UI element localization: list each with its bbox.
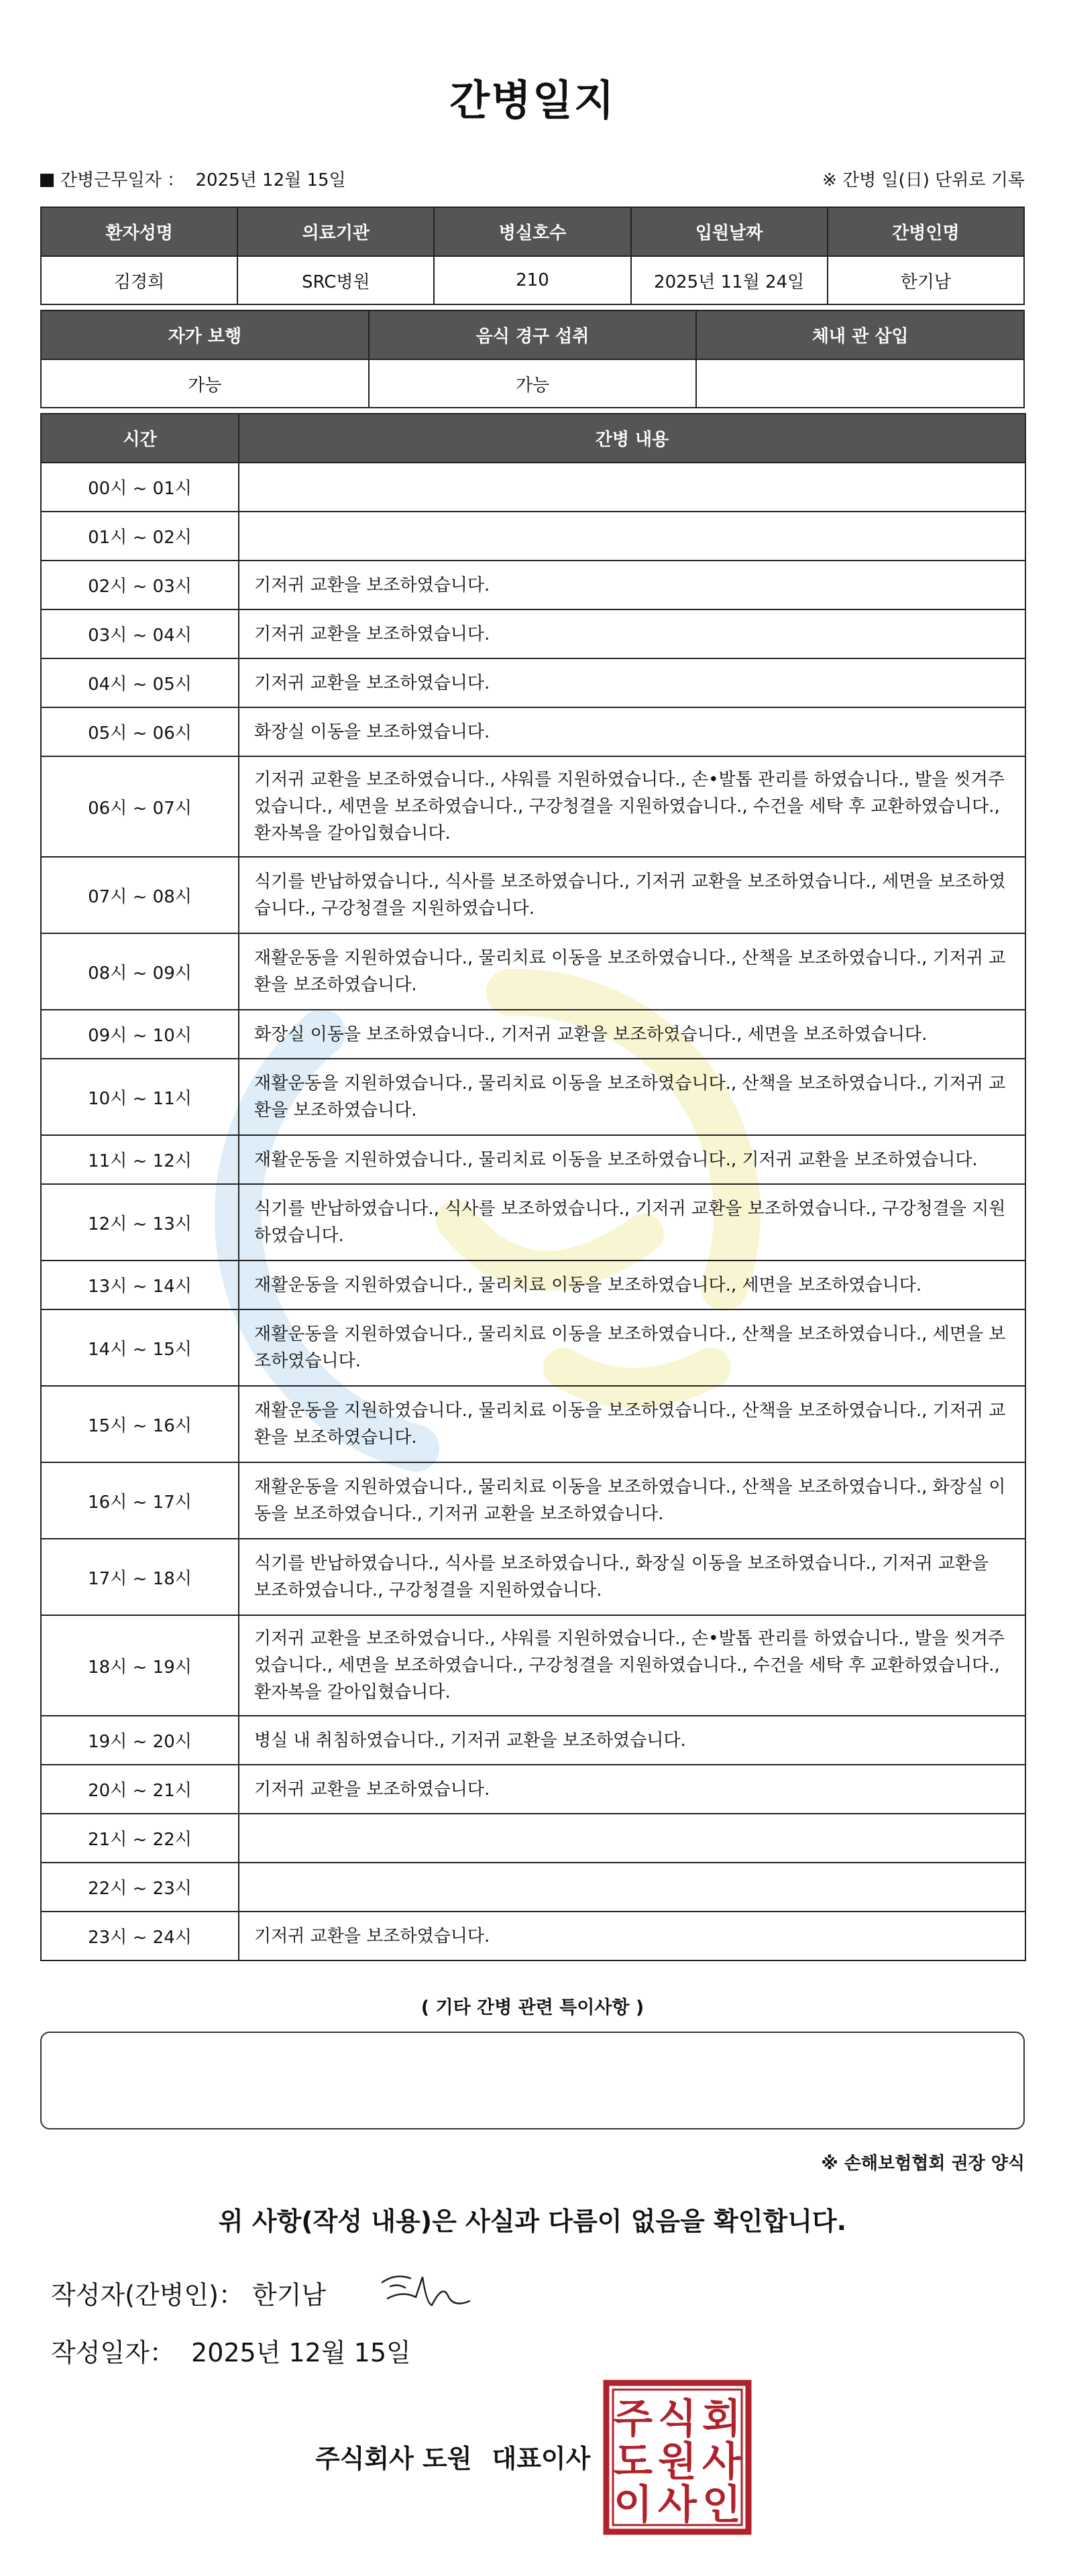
log-time-cell: 19시 ~ 20시 xyxy=(41,1716,239,1765)
representative-title: 대표이사 xyxy=(492,2444,591,2473)
patient-name: 김경희 xyxy=(41,256,237,304)
header-patient-name: 환자성명 xyxy=(41,207,237,256)
log-content-cell: 식기를 반납하였습니다., 식사를 보조하였습니다., 기저귀 교환을 보조하였습니다., 세면을 보조하였습니다., 구강청결을 지원하였습니다. xyxy=(239,857,1025,933)
log-time-cell: 04시 ~ 05시 xyxy=(41,658,239,707)
log-time-cell: 11시 ~ 12시 xyxy=(41,1135,239,1184)
log-time-cell: 15시 ~ 16시 xyxy=(41,1386,239,1462)
writer-line xyxy=(51,2274,326,2311)
table-row xyxy=(41,857,1025,933)
log-time-cell: 20시 ~ 21시 xyxy=(41,1765,239,1814)
document-title: 간병일지 xyxy=(449,76,616,125)
log-time-cell: 23시 ~ 24시 xyxy=(41,1912,239,1960)
log-time-cell: 02시 ~ 03시 xyxy=(41,561,239,609)
svg-text:사: 사 xyxy=(658,2481,697,2528)
patient-status-value-row xyxy=(41,359,1024,408)
table-row xyxy=(41,1462,1025,1539)
table-row xyxy=(41,1863,1025,1912)
admission-date: 2025년 11월 24일 xyxy=(631,256,828,304)
log-time-cell: 18시 ~ 19시 xyxy=(41,1615,239,1716)
header-room: 병실호수 xyxy=(434,207,630,256)
log-content-cell: 재활운동을 지원하였습니다., 물리치료 이동을 보조하였습니다., 산책을 보조하였습니다., 기저귀 교환을 보조하였습니다. xyxy=(239,1386,1025,1462)
company-line xyxy=(315,2438,590,2475)
log-time-cell: 03시 ~ 04시 xyxy=(41,609,239,658)
oral-intake-value: 가능 xyxy=(369,359,697,408)
header-tube-insertion: 체내 관 삽입 xyxy=(696,310,1024,359)
table-row xyxy=(41,561,1025,609)
table-row xyxy=(41,933,1025,1010)
table-row xyxy=(41,1615,1025,1716)
table-row xyxy=(41,1184,1025,1261)
table-row xyxy=(41,463,1025,512)
written-date-line xyxy=(51,2332,411,2369)
log-content-cell: 기저귀 교환을 보조하였습니다. xyxy=(239,561,1025,609)
header-time: 시간 xyxy=(41,414,239,463)
svg-text:원: 원 xyxy=(658,2439,697,2485)
svg-text:도: 도 xyxy=(614,2439,653,2485)
table-row xyxy=(41,1309,1025,1386)
log-body xyxy=(41,463,1025,1960)
company-seal-icon xyxy=(602,2379,752,2536)
log-content-cell: 재활운동을 지원하였습니다., 물리치료 이동을 보조하였습니다., 산책을 보조하였습니다., 기저귀 교환을 보조하였습니다. xyxy=(239,933,1025,1010)
log-time-cell: 21시 ~ 22시 xyxy=(41,1814,239,1863)
svg-text:주: 주 xyxy=(614,2396,653,2443)
hospital-name: SRC병원 xyxy=(237,256,434,304)
work-date-label: 간병근무일자 ： xyxy=(60,170,184,190)
remarks-title: ( 기타 간병 관련 특이사항 ) xyxy=(421,1997,644,2018)
remarks-box xyxy=(40,2032,1025,2129)
log-content-cell: 재활운동을 지원하였습니다., 물리치료 이동을 보조하였습니다., 산책을 보조하였습니다., 화장실 이동을 보조하였습니다., 기저귀 교환을 보조하였습니다. xyxy=(239,1462,1025,1539)
work-date-value: 2025년 12월 15일 xyxy=(195,170,346,190)
header-hospital: 의료기관 xyxy=(237,207,434,256)
square-bullet-icon xyxy=(40,174,54,187)
header-admission-date: 입원날짜 xyxy=(631,207,828,256)
remarks-content xyxy=(42,2033,1023,2054)
header-care-content: 간병 내용 xyxy=(239,414,1025,463)
company-name: 주식회사 도원 xyxy=(315,2444,472,2473)
tube-insertion-value xyxy=(696,359,1024,408)
log-content-cell: 기저귀 교환을 보조하였습니다. xyxy=(239,658,1025,707)
svg-text:사: 사 xyxy=(702,2439,741,2485)
log-content-cell: 재활운동을 지원하였습니다., 물리치료 이동을 보조하였습니다., 산책을 보조하였습니다., 기저귀 교환을 보조하였습니다. xyxy=(239,1059,1025,1135)
log-content-cell xyxy=(239,1863,1025,1912)
signature-icon xyxy=(376,2264,476,2317)
log-time-cell: 14시 ~ 15시 xyxy=(41,1309,239,1386)
log-time-cell: 00시 ~ 01시 xyxy=(41,463,239,512)
unit-note: ※ 간병 일(日) 단위로 기록 xyxy=(822,170,1025,190)
log-time-cell: 08시 ~ 09시 xyxy=(41,933,239,1010)
table-row xyxy=(41,1261,1025,1309)
work-date xyxy=(40,166,346,191)
writer-name: 한기남 xyxy=(252,2280,327,2310)
written-date-value: 2025년 12월 15일 xyxy=(191,2338,411,2367)
log-time-cell: 13시 ~ 14시 xyxy=(41,1261,239,1309)
log-content-cell: 기저귀 교환을 보조하였습니다. xyxy=(239,1912,1025,1960)
header-oral-intake: 음식 경구 섭취 xyxy=(369,310,697,359)
log-time-cell: 01시 ~ 02시 xyxy=(41,512,239,561)
hourly-care-log-table xyxy=(40,413,1026,1961)
confirmation-statement: 위 사항(작성 내용)은 사실과 다름이 없음을 확인합니다. xyxy=(218,2207,847,2236)
table-row xyxy=(41,756,1025,857)
log-content-cell: 재활운동을 지원하였습니다., 물리치료 이동을 보조하였습니다., 세면을 보조하였습니다. xyxy=(239,1261,1025,1309)
log-content-cell: 재활운동을 지원하였습니다., 물리치료 이동을 보조하였습니다., 기저귀 교환을 보조하였습니다. xyxy=(239,1135,1025,1184)
log-content-cell: 식기를 반납하였습니다., 식사를 보조하였습니다., 기저귀 교환을 보조하였습니다., 구강청결을 지원하였습니다. xyxy=(239,1184,1025,1261)
table-row xyxy=(41,1765,1025,1814)
log-content-cell xyxy=(239,463,1025,512)
svg-text:회: 회 xyxy=(702,2396,741,2443)
log-time-cell: 07시 ~ 08시 xyxy=(41,857,239,933)
log-time-cell: 12시 ~ 13시 xyxy=(41,1184,239,1261)
log-time-cell: 22시 ~ 23시 xyxy=(41,1863,239,1912)
table-row xyxy=(41,512,1025,561)
svg-text:이: 이 xyxy=(614,2481,653,2528)
patient-info-header-row xyxy=(41,207,1024,256)
log-content-cell: 화장실 이동을 보조하였습니다., 기저귀 교환을 보조하였습니다., 세면을 보조하였습니다. xyxy=(239,1010,1025,1059)
svg-text:인: 인 xyxy=(702,2481,741,2528)
table-row xyxy=(41,1814,1025,1863)
table-row xyxy=(41,609,1025,658)
written-date-label: 작성일자： xyxy=(51,2338,175,2367)
caregiver-name: 한기남 xyxy=(828,256,1024,304)
log-content-cell: 화장실 이동을 보조하였습니다. xyxy=(239,707,1025,756)
table-row xyxy=(41,1010,1025,1059)
log-content-cell: 재활운동을 지원하였습니다., 물리치료 이동을 보조하였습니다., 산책을 보조하였습니다., 세면을 보조하였습니다. xyxy=(239,1309,1025,1386)
log-time-cell: 17시 ~ 18시 xyxy=(41,1539,239,1615)
room-number: 210 xyxy=(434,256,630,304)
table-row xyxy=(41,1386,1025,1462)
table-row xyxy=(41,1716,1025,1765)
log-content-cell: 기저귀 교환을 보조하였습니다., 샤워를 지원하였습니다., 손•발톱 관리를 하였습니다., 발을 씻겨주었습니다., 세면을 보조하였습니다., 구강청결을 지원하였습니다., 수건을 세탁 후 교환하였습니다., 환자복을 갈아입혔습니다. xyxy=(239,756,1025,857)
table-row xyxy=(41,658,1025,707)
svg-text:식: 식 xyxy=(658,2396,697,2443)
log-content-cell: 기저귀 교환을 보조하였습니다. xyxy=(239,609,1025,658)
log-content-cell: 병실 내 취침하였습니다., 기저귀 교환을 보조하였습니다. xyxy=(239,1716,1025,1765)
log-content-cell: 기저귀 교환을 보조하였습니다., 샤워를 지원하였습니다., 손•발톱 관리를 하였습니다., 발을 씻겨주었습니다., 세면을 보조하였습니다., 구강청결을 지원하였습니다., 수건을 세탁 후 교환하였습니다., 환자복을 갈아입혔습니다. xyxy=(239,1615,1025,1716)
log-content-cell xyxy=(239,512,1025,561)
header-caregiver-name: 간병인명 xyxy=(828,207,1024,256)
patient-status-header-row xyxy=(41,310,1024,359)
table-row xyxy=(41,1135,1025,1184)
log-content-cell: 기저귀 교환을 보조하였습니다. xyxy=(239,1765,1025,1814)
patient-info-table xyxy=(40,207,1025,305)
patient-info-value-row xyxy=(41,256,1024,304)
patient-status-table xyxy=(40,310,1025,408)
recommended-form-note: ※ 손해보험협회 권장 양식 xyxy=(821,2154,1025,2174)
table-row xyxy=(41,1059,1025,1135)
log-content-cell: 식기를 반납하였습니다., 식사를 보조하였습니다., 화장실 이동을 보조하였습니다., 기저귀 교환을 보조하였습니다., 구강청결을 지원하였습니다. xyxy=(239,1539,1025,1615)
log-time-cell: 06시 ~ 07시 xyxy=(41,756,239,857)
meta-row xyxy=(40,166,1025,193)
log-header-row xyxy=(41,414,1025,463)
self-walking-value: 가능 xyxy=(41,359,369,408)
log-time-cell: 05시 ~ 06시 xyxy=(41,707,239,756)
log-time-cell: 10시 ~ 11시 xyxy=(41,1059,239,1135)
table-row xyxy=(41,707,1025,756)
log-time-cell: 09시 ~ 10시 xyxy=(41,1010,239,1059)
table-row xyxy=(41,1912,1025,1960)
writer-label: 작성자(간병인)： xyxy=(51,2280,244,2310)
log-content-cell xyxy=(239,1814,1025,1863)
log-time-cell: 16시 ~ 17시 xyxy=(41,1462,239,1539)
header-self-walking: 자가 보행 xyxy=(41,310,369,359)
table-row xyxy=(41,1539,1025,1615)
